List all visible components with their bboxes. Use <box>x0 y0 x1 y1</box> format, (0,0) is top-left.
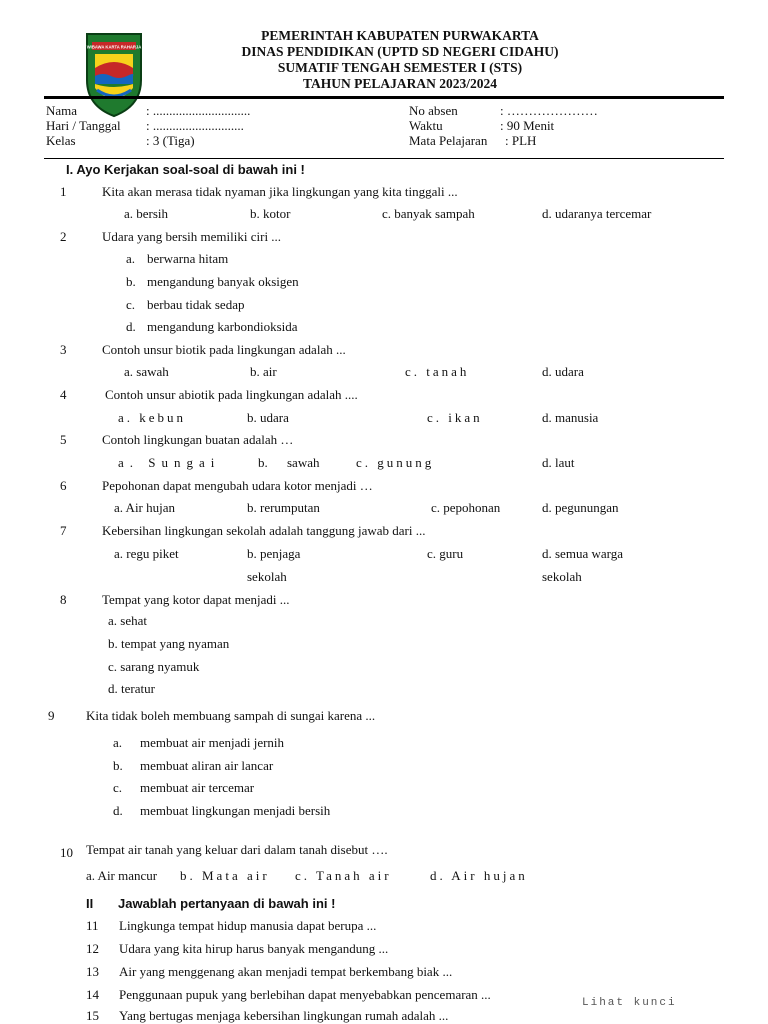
essay-question: Penggunaan pupuk yang berlebihan dapat menyebabkan pencemaran ... <box>119 987 491 1002</box>
option-d[interactable]: d. Air hujan <box>430 868 528 883</box>
no-absen-field[interactable]: : ………………… <box>500 103 598 118</box>
option-a[interactable]: a. sawah <box>124 364 169 379</box>
option-a[interactable]: a. bersih <box>124 206 169 221</box>
option-a[interactable]: berwarna hitam <box>147 251 229 266</box>
option-a[interactable]: a. Air hujan <box>114 500 176 515</box>
option-b[interactable]: mengandung banyak oksigen <box>147 274 299 289</box>
essay-question: Yang bertugas menjaga kebersihan lingkungan rumah adalah ... <box>119 1008 449 1023</box>
option-a[interactable]: membuat air menjadi jernih <box>140 735 285 750</box>
option-b[interactable]: b. kotor <box>250 206 291 221</box>
option-c[interactable]: c. tanah <box>405 364 470 379</box>
question-text: Contoh unsur abiotik pada lingkungan adalah .... <box>105 387 358 402</box>
option-d[interactable]: mengandung karbondioksida <box>147 319 298 334</box>
option-b[interactable]: b. tempat yang nyaman <box>108 636 230 651</box>
option-letter: b. <box>113 758 123 773</box>
hari-tanggal-field[interactable]: : ............................ <box>146 118 244 133</box>
option-a[interactable]: a. sehat <box>108 613 147 628</box>
no-absen-label: No absen <box>409 103 458 118</box>
question-text: Kebersihan lingkungan sekolah adalah tanggung jawab dari ... <box>102 523 426 538</box>
question-number: 6 <box>60 478 67 493</box>
waktu-value: : 90 Menit <box>500 118 555 133</box>
option-c[interactable]: c. Tanah air <box>295 868 392 883</box>
essay-number: 13 <box>86 964 99 979</box>
essay-number: 14 <box>86 987 99 1002</box>
option-d[interactable]: d. manusia <box>542 410 599 425</box>
option-c[interactable]: c. pepohonan <box>431 500 501 515</box>
section-2-title: Jawablah pertanyaan di bawah ini ! <box>118 896 336 911</box>
regency-logo <box>83 28 145 118</box>
question-number: 1 <box>60 184 67 199</box>
option-a[interactable]: a. Sungai <box>118 455 221 470</box>
question-text: Tempat yang kotor dapat menjadi ... <box>102 592 290 607</box>
essay-number: 12 <box>86 941 99 956</box>
option-c[interactable]: c. guru <box>427 546 464 561</box>
nama-field[interactable]: : .............................. <box>146 103 251 118</box>
header-divider <box>44 96 724 99</box>
header-line-3: SUMATIF TENGAH SEMESTER I (STS) <box>277 60 523 75</box>
question-number: 8 <box>60 592 67 607</box>
question-text: Contoh unsur biotik pada lingkungan adalah ... <box>102 342 346 357</box>
section-2-number: II <box>86 896 94 911</box>
essay-question: Air yang menggenang akan menjadi tempat berkembang biak ... <box>119 964 453 979</box>
question-number: 10 <box>60 845 73 860</box>
question-text: Kita akan merasa tidak nyaman jika lingkungan yang kita tinggali ... <box>102 184 458 199</box>
option-c[interactable]: berbau tidak sedap <box>147 297 245 312</box>
option-letter: d. <box>113 803 123 818</box>
option-a[interactable]: a. kebun <box>118 410 187 425</box>
option-b[interactable]: sawah <box>287 455 320 470</box>
option-b[interactable]: b. rerumputan <box>247 500 320 515</box>
question-text: Contoh lingkungan buatan adalah … <box>102 432 294 447</box>
option-d[interactable]: d. laut <box>542 455 575 470</box>
option-letter: b. <box>258 455 268 470</box>
option-d[interactable]: d. udaranya tercemar <box>542 206 652 221</box>
question-number: 5 <box>60 432 67 447</box>
mata-pelajaran-value: : PLH <box>505 133 537 148</box>
option-c[interactable]: c. sarang nyamuk <box>108 659 200 674</box>
logo-motto: WIBAWA KARTA RAHARJA <box>86 44 142 50</box>
section-1-title: I. Ayo Kerjakan soal-soal di bawah ini ! <box>66 162 305 177</box>
question-number: 7 <box>60 523 67 538</box>
question-text: Kita tidak boleh membuang sampah di sungai karena ... <box>86 708 376 723</box>
option-a[interactable]: a. regu piket <box>114 546 179 561</box>
option-b[interactable]: b. Mata air <box>180 868 270 883</box>
option-c[interactable]: c. ikan <box>427 410 483 425</box>
option-b-continued: sekolah <box>247 569 287 584</box>
hari-tanggal-label: Hari / Tanggal <box>46 118 121 133</box>
option-d[interactable]: d. semua warga <box>542 546 623 561</box>
mata-pelajaran-label: Mata Pelajaran <box>409 133 488 148</box>
option-d[interactable]: d. udara <box>542 364 584 379</box>
option-d-continued: sekolah <box>542 569 582 584</box>
option-b[interactable]: b. penjaga <box>247 546 301 561</box>
question-number: 3 <box>60 342 67 357</box>
essay-number: 15 <box>86 1008 99 1023</box>
kelas-label: Kelas <box>46 133 76 148</box>
option-c[interactable]: membuat air tercemar <box>140 780 255 795</box>
option-b[interactable]: b. udara <box>247 410 289 425</box>
option-c[interactable]: c. gunung <box>356 455 435 470</box>
option-letter: a. <box>126 251 136 266</box>
option-letter: c. <box>113 780 123 795</box>
question-text: Tempat air tanah yang keluar dari dalam tanah disebut …. <box>86 842 388 857</box>
question-text: Udara yang bersih memiliki ciri ... <box>102 229 282 244</box>
waktu-label: Waktu <box>409 118 443 133</box>
answer-key-note: Lihat kunci <box>582 997 677 1009</box>
identity-divider <box>44 158 724 159</box>
option-b[interactable]: membuat aliran air lancar <box>140 758 274 773</box>
option-letter: c. <box>126 297 136 312</box>
essay-number: 11 <box>86 918 99 933</box>
option-letter: a. <box>113 735 123 750</box>
option-d[interactable]: membuat lingkungan menjadi bersih <box>140 803 331 818</box>
header-line-2: DINAS PENDIDIKAN (UPTD SD NEGERI CIDAHU) <box>241 44 559 59</box>
essay-question: Lingkunga tempat hidup manusia dapat berupa ... <box>119 918 377 933</box>
header-line-4: TAHUN PELAJARAN 2023/2024 <box>302 76 497 91</box>
option-d[interactable]: d. teratur <box>108 681 155 696</box>
option-a[interactable]: a. Air mancur <box>86 868 158 883</box>
question-number: 9 <box>48 708 55 723</box>
question-number: 4 <box>60 387 67 402</box>
option-b[interactable]: b. air <box>250 364 277 379</box>
option-letter: b. <box>126 274 136 289</box>
question-number: 2 <box>60 229 67 244</box>
option-letter: d. <box>126 319 136 334</box>
nama-label: Nama <box>46 103 78 118</box>
header-line-1: PEMERINTAH KABUPATEN PURWAKARTA <box>261 28 539 43</box>
option-c[interactable]: c. banyak sampah <box>382 206 475 221</box>
kelas-value: : 3 (Tiga) <box>146 133 195 148</box>
question-text: Pepohonan dapat mengubah udara kotor menjadi … <box>102 478 373 493</box>
essay-question: Udara yang kita hirup harus banyak mengandung ... <box>119 941 389 956</box>
option-d[interactable]: d. pegunungan <box>542 500 619 515</box>
